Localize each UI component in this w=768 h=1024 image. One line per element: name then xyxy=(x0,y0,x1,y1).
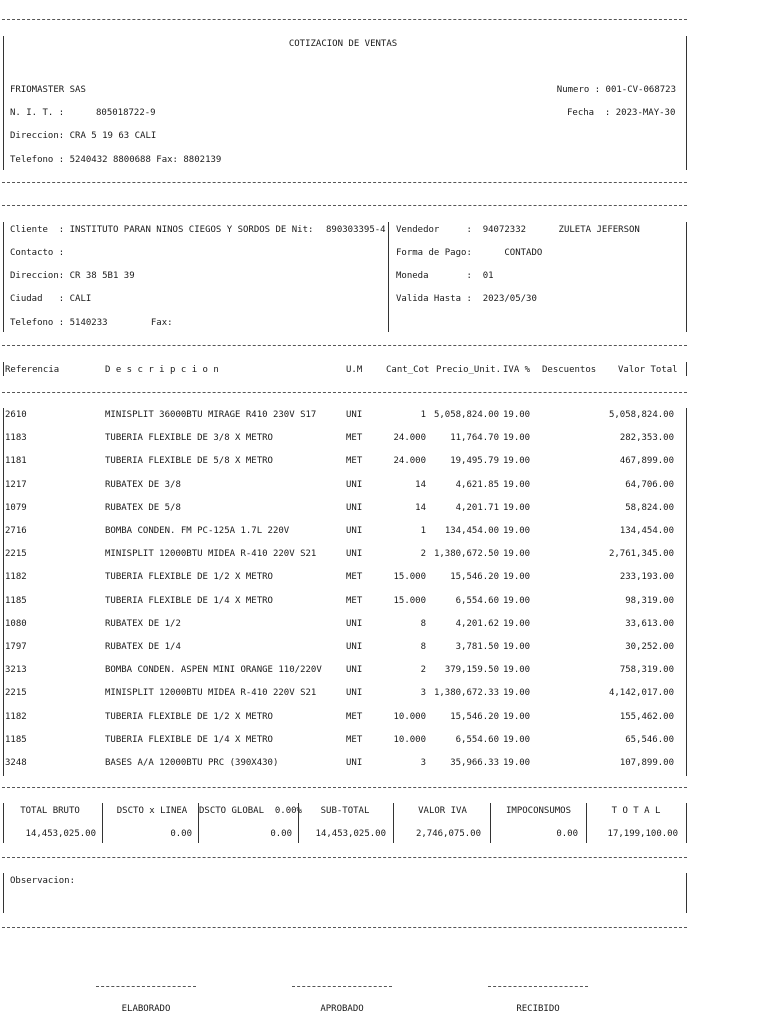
cell-desc: MINISPLIT 36000BTU MIRAGE R410 230V S17 xyxy=(105,410,317,420)
global-discount-value: 0.00 xyxy=(270,829,292,839)
cell-price: 11,764.70 xyxy=(450,433,499,443)
cell-iva: 19.00 xyxy=(503,456,531,466)
cell-um: UNI xyxy=(346,410,363,420)
cell-total: 2,761,345.00 xyxy=(608,549,674,559)
global-discount-label: DSCTO GLOBAL 0.00% xyxy=(199,806,302,816)
border-right xyxy=(686,222,687,332)
cell-iva: 19.00 xyxy=(503,433,531,443)
border-left xyxy=(3,362,4,376)
col-price: Precio_Unit. xyxy=(436,365,502,375)
cell-price: 6,554.60 xyxy=(455,735,499,745)
cell-price: 4,201.62 xyxy=(455,619,499,629)
cell-um: UNI xyxy=(346,503,363,513)
border-left xyxy=(3,36,4,170)
company-address: Direccion: CRA 5 19 63 CALI xyxy=(10,131,157,141)
cell-price: 15,546.20 xyxy=(450,712,499,722)
cell-ref: 1080 xyxy=(5,619,27,629)
cell-total: 30,252.00 xyxy=(625,642,674,652)
totals-divider xyxy=(686,803,687,843)
col-total: Valor Total xyxy=(618,365,678,375)
cell-total: 5,058,824.00 xyxy=(608,410,674,420)
cell-iva: 19.00 xyxy=(503,665,531,675)
cell-desc: RUBATEX DE 1/2 xyxy=(105,619,181,629)
col-ref: Referencia xyxy=(5,365,60,375)
cell-qty: 3 xyxy=(420,758,426,768)
col-discount: Descuentos xyxy=(542,365,597,375)
client-nit: 890303395-4 xyxy=(326,225,386,235)
cell-desc: MINISPLIT 12000BTU MIDEA R-410 220V S21 xyxy=(105,549,317,559)
border-left xyxy=(3,873,4,913)
border-left xyxy=(3,408,4,776)
signature-received: RECIBIDO xyxy=(516,1004,560,1014)
document-number: Numero : 001-CV-068723 xyxy=(556,85,676,95)
cell-iva: 19.00 xyxy=(503,735,531,745)
totals-divider xyxy=(393,803,394,843)
cell-desc: TUBERIA FLEXIBLE DE 1/4 X METRO xyxy=(105,735,273,745)
cell-price: 134,454.00 xyxy=(444,526,499,536)
impoconsumo-value: 0.00 xyxy=(556,829,578,839)
cell-qty: 24.000 xyxy=(393,456,426,466)
col-iva: IVA % xyxy=(503,365,531,375)
cell-um: UNI xyxy=(346,526,363,536)
cell-price: 379,159.50 xyxy=(444,665,499,675)
impoconsumo-label: IMPOCONSUMOS xyxy=(505,806,572,816)
cell-iva: 19.00 xyxy=(503,642,531,652)
cell-desc: RUBATEX DE 5/8 xyxy=(105,503,181,513)
document-title: COTIZACION DE VENTAS xyxy=(288,39,398,49)
cell-um: MET xyxy=(346,712,363,722)
cell-um: UNI xyxy=(346,758,363,768)
cell-ref: 1185 xyxy=(5,735,27,745)
cell-um: UNI xyxy=(346,619,363,629)
cell-total: 64,706.00 xyxy=(625,480,674,490)
cell-iva: 19.00 xyxy=(503,596,531,606)
cell-um: MET xyxy=(346,735,363,745)
cell-ref: 3213 xyxy=(5,665,27,675)
cell-iva: 19.00 xyxy=(503,480,531,490)
border-left xyxy=(3,222,4,332)
cell-qty: 15.000 xyxy=(393,572,426,582)
subtotal-value: 14,453,025.00 xyxy=(315,829,386,839)
cell-total: 155,462.00 xyxy=(619,712,674,722)
signature-line-approved xyxy=(292,986,392,987)
company-name: FRIOMASTER SAS xyxy=(10,85,86,95)
cell-desc: MINISPLIT 12000BTU MIDEA R-410 220V S21 xyxy=(105,688,317,698)
client-phone: Telefono : 5140233 Fax: xyxy=(10,318,173,328)
payment-method: Forma de Pago: CONTADO xyxy=(396,248,543,258)
border-right xyxy=(686,873,687,913)
separator xyxy=(2,787,687,788)
total-label: T O T A L xyxy=(611,806,661,816)
cell-um: UNI xyxy=(346,480,363,490)
totals-divider xyxy=(3,803,4,843)
iva-value: 2,746,075.00 xyxy=(415,829,481,839)
cell-qty: 24.000 xyxy=(393,433,426,443)
signature-approved: APROBADO xyxy=(320,1004,364,1014)
cell-um: MET xyxy=(346,572,363,582)
cell-um: UNI xyxy=(346,642,363,652)
cell-total: 65,546.00 xyxy=(625,735,674,745)
cell-iva: 19.00 xyxy=(503,410,531,420)
signature-prepared: ELABORADO xyxy=(121,1004,171,1014)
cell-qty: 8 xyxy=(420,642,426,652)
cell-total: 107,899.00 xyxy=(619,758,674,768)
col-qty: Cant_Cot xyxy=(386,365,430,375)
line-discount-label: DSCTO x LINEA xyxy=(116,806,188,816)
cell-desc: TUBERIA FLEXIBLE DE 1/2 X METRO xyxy=(105,712,273,722)
cell-price: 1,380,672.50 xyxy=(433,549,499,559)
border-right xyxy=(686,408,687,776)
company-phone: Telefono : 5240432 8800688 Fax: 8802139 xyxy=(10,155,222,165)
cell-desc: TUBERIA FLEXIBLE DE 5/8 X METRO xyxy=(105,456,273,466)
cell-um: MET xyxy=(346,596,363,606)
cell-price: 5,058,824.00 xyxy=(433,410,499,420)
cell-desc: RUBATEX DE 3/8 xyxy=(105,480,181,490)
cell-ref: 1183 xyxy=(5,433,27,443)
col-um: U.M xyxy=(346,365,363,375)
cell-qty: 3 xyxy=(420,688,426,698)
gross-label: TOTAL BRUTO xyxy=(20,806,80,816)
cell-ref: 3248 xyxy=(5,758,27,768)
cell-um: UNI xyxy=(346,688,363,698)
cell-qty: 14 xyxy=(415,480,426,490)
line-discount-value: 0.00 xyxy=(170,829,192,839)
cell-ref: 1185 xyxy=(5,596,27,606)
cell-iva: 19.00 xyxy=(503,526,531,536)
cell-ref: 2215 xyxy=(5,549,27,559)
cell-total: 282,353.00 xyxy=(619,433,674,443)
separator xyxy=(2,857,687,858)
cell-ref: 1217 xyxy=(5,480,27,490)
cell-ref: 2215 xyxy=(5,688,27,698)
cell-desc: RUBATEX DE 1/4 xyxy=(105,642,181,652)
cell-ref: 1797 xyxy=(5,642,27,652)
currency: Moneda : 01 xyxy=(396,271,494,281)
totals-divider xyxy=(490,803,491,843)
gross-value: 14,453,025.00 xyxy=(25,829,96,839)
cell-ref: 1182 xyxy=(5,712,27,722)
cell-price: 15,546.20 xyxy=(450,572,499,582)
cell-iva: 19.00 xyxy=(503,549,531,559)
border-right xyxy=(686,36,687,170)
cell-total: 4,142,017.00 xyxy=(608,688,674,698)
cell-price: 3,781.50 xyxy=(455,642,499,652)
cell-iva: 19.00 xyxy=(503,758,531,768)
cell-desc: TUBERIA FLEXIBLE DE 1/2 X METRO xyxy=(105,572,273,582)
totals-divider xyxy=(298,803,299,843)
company-nit-label: N. I. T. : xyxy=(10,108,65,118)
observation-label: Observacion: xyxy=(10,876,76,886)
separator xyxy=(2,927,687,928)
cell-price: 4,621.85 xyxy=(455,480,499,490)
cell-total: 758,319.00 xyxy=(619,665,674,675)
subtotal-label: SUB-TOTAL xyxy=(320,806,370,816)
cell-ref: 2610 xyxy=(5,410,27,420)
cell-price: 19,495.79 xyxy=(450,456,499,466)
valid-until: Valida Hasta : 2023/05/30 xyxy=(396,294,537,304)
cell-qty: 14 xyxy=(415,503,426,513)
cell-qty: 1 xyxy=(420,526,426,536)
cell-iva: 19.00 xyxy=(503,572,531,582)
col-desc: D e s c r i p c i o n xyxy=(105,365,219,375)
cell-desc: TUBERIA FLEXIBLE DE 1/4 X METRO xyxy=(105,596,273,606)
cell-iva: 19.00 xyxy=(503,712,531,722)
totals-divider xyxy=(198,803,199,843)
cell-ref: 1181 xyxy=(5,456,27,466)
cell-ref: 1182 xyxy=(5,572,27,582)
cell-iva: 19.00 xyxy=(503,688,531,698)
cell-desc: TUBERIA FLEXIBLE DE 3/8 X METRO xyxy=(105,433,273,443)
separator xyxy=(2,392,687,393)
cell-price: 35,966.33 xyxy=(450,758,499,768)
cell-total: 58,824.00 xyxy=(625,503,674,513)
signature-line-prepared xyxy=(96,986,196,987)
separator xyxy=(2,19,687,20)
cell-qty: 2 xyxy=(420,665,426,675)
seller: Vendedor : 94072332 ZULETA JEFERSON xyxy=(396,225,640,235)
totals-divider xyxy=(586,803,587,843)
document-date: Fecha : 2023-MAY-30 xyxy=(567,108,676,118)
cell-total: 134,454.00 xyxy=(619,526,674,536)
separator xyxy=(2,345,687,346)
cell-qty: 10.000 xyxy=(393,712,426,722)
cell-ref: 1079 xyxy=(5,503,27,513)
client-name: Cliente : INSTITUTO PARAN NINOS CIEGOS Y SORDOS DE Nit: xyxy=(10,225,314,235)
cell-iva: 19.00 xyxy=(503,503,531,513)
client-address: Direccion: CR 38 5B1 39 xyxy=(10,271,135,281)
cell-qty: 8 xyxy=(420,619,426,629)
total-value: 17,199,100.00 xyxy=(607,829,678,839)
cell-desc: BOMBA CONDEN. ASPEN MINI ORANGE 110/220V xyxy=(105,665,322,675)
signature-line-received xyxy=(488,986,588,987)
cell-total: 98,319.00 xyxy=(625,596,674,606)
cell-desc: BOMBA CONDEN. FM PC-125A 1.7L 220V xyxy=(105,526,290,536)
cell-total: 467,899.00 xyxy=(619,456,674,466)
cell-price: 1,380,672.33 xyxy=(433,688,499,698)
cell-total: 33,613.00 xyxy=(625,619,674,629)
separator xyxy=(2,182,687,183)
cell-total: 233,193.00 xyxy=(619,572,674,582)
company-nit: 805018722-9 xyxy=(96,108,156,118)
iva-label: VALOR IVA xyxy=(418,806,467,816)
cell-um: MET xyxy=(346,433,363,443)
cell-qty: 1 xyxy=(420,410,426,420)
client-contact: Contacto : xyxy=(10,248,65,258)
cell-desc: BASES A/A 12000BTU PRC (390X430) xyxy=(105,758,279,768)
totals-divider xyxy=(102,803,103,843)
cell-iva: 19.00 xyxy=(503,619,531,629)
cell-qty: 2 xyxy=(420,549,426,559)
client-city: Ciudad : CALI xyxy=(10,294,92,304)
cell-qty: 10.000 xyxy=(393,735,426,745)
cell-price: 6,554.60 xyxy=(455,596,499,606)
cell-um: MET xyxy=(346,456,363,466)
cell-ref: 2716 xyxy=(5,526,27,536)
cell-um: UNI xyxy=(346,549,363,559)
cell-price: 4,201.71 xyxy=(455,503,499,513)
separator xyxy=(2,205,687,206)
cell-um: UNI xyxy=(346,665,363,675)
cell-qty: 15.000 xyxy=(393,596,426,606)
border-middle xyxy=(388,222,389,332)
border-right xyxy=(686,362,687,376)
